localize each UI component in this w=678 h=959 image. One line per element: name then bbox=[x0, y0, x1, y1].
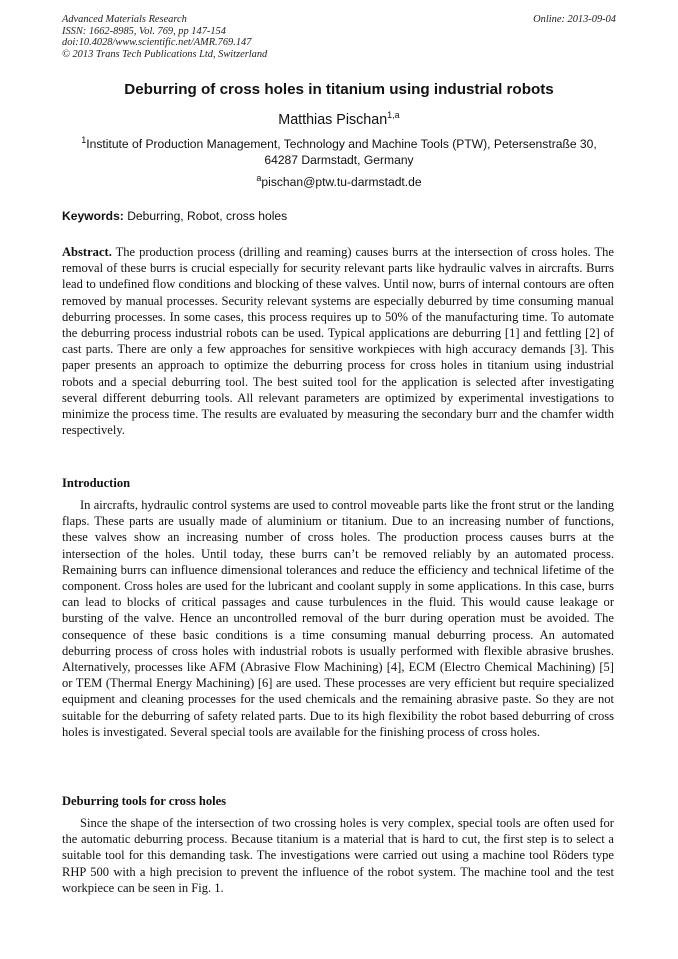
email-address: pischan@ptw.tu-darmstadt.de bbox=[261, 175, 422, 189]
journal-header bbox=[62, 14, 616, 60]
online-date: Online: 2013-09-04 bbox=[533, 14, 616, 25]
abstract bbox=[62, 244, 614, 438]
keywords-text: Deburring, Robot, cross holes bbox=[123, 209, 288, 223]
issn-line: ISSN: 1662-8985, Vol. 769, pp 147-154 bbox=[62, 25, 226, 37]
abstract-text: The production process (drilling and reaming) causes burrs at the intersection of cross holes. The removal of these burrs is crucial especially for security relevant parts like hydraulic valves in aircrafts. Burrs lead to undefined flow conditions and blocking of these valves. Until now, burrs of internal contours are often removed by manual processes. Security relevant systems are especially deburred by time consuming manual deburring processes. In some cases, this process requires up to 50% of the manufacturing time. To automate the deburring process industrial robots can be used. Typical applications are deburring [1] and fettling [2] of cast parts. There are only a few approaches for sensitive workpieces with high accuracy demands [3]. This paper presents an approach to optimize the deburring process for cross holes in titanium using industrial robots and a special deburring tool. The best suited tool for the application is selected after investigating several different deburring tools. All relevant parameters are optimized by experimental investigations to minimize the process time. The results are evaluated by measuring the secondary burr and the chamfer width respectively. bbox=[62, 245, 614, 438]
author-name: Matthias Pischan bbox=[278, 112, 388, 128]
journal-name: Advanced Materials Research bbox=[62, 14, 187, 25]
author-line bbox=[62, 111, 616, 129]
author-superscript: 1,a bbox=[387, 110, 400, 121]
copyright-line: © 2013 Trans Tech Publications Ltd, Switzerland bbox=[62, 48, 268, 60]
section-heading-introduction: Introduction bbox=[62, 476, 131, 490]
affiliation-superscript: 1 bbox=[81, 134, 87, 145]
paper-title: Deburring of cross holes in titanium using industrial robots bbox=[124, 81, 554, 98]
affiliation-text: Institute of Production Management, Technology and Machine Tools (PTW), Petersenstraße 30, 64287 Darmstadt, Germany bbox=[86, 137, 597, 168]
doi-line: doi:10.4028/www.scientific.net/AMR.769.147 bbox=[62, 37, 252, 49]
section-text-introduction: In aircrafts, hydraulic control systems are used to control moveable parts like the front strut or the landing flaps. These parts are usually made of aluminium or titanium. Due to an increasing number of functions, these valves show an increasing number of cross holes. The production process causes burrs at the intersection of the holes. Until today, these burrs can’t be removed reliably by an automated process. Remaining burrs can influence dimensional tolerances and reduce the efficiency and technical lifetime of the component. Cross holes are used for the lubricant and coolant supply in some applications. In this case, burrs can lead to blocks of critical passages and cause turbulences in the fluid. This would cause leakage or bursting of the valve. Hence an uncontrolled removal of the burr during operation must be avoided. The consequence of these basic conditions is a time consuming manual deburring process. An automated deburring process of cross holes with industrial robots is usually performed with flexible abrasive brushes. Alternatively, processes like AFM (Abrasive Flow Machining) [4], ECM (Electro Chemical Machining) [5] or TEM (Thermal Energy Machining) [6] are used. These processes are very efficient but require specialized equipment and cleaning processes for the used chemicals and the remaining abrasive paste. So they are not suitable for the deburring of safety related parts. Due to its high flexibility the robot based deburring of cross holes is investigated. Several special tools are available for the finishing process of cross holes. bbox=[62, 498, 614, 739]
author-email bbox=[62, 174, 616, 190]
keywords bbox=[62, 208, 616, 224]
keywords-label: Keywords: bbox=[62, 209, 124, 223]
email-superscript: a bbox=[256, 172, 262, 183]
section-text-deburring-tools: Since the shape of the intersection of two crossing holes is very complex, special tools are often used for the automatic deburring process. Because titanium is a material that is hard to cut, the first step is to select a suitable tool for this demanding task. The investigations were carried out using a machine tool Röders type RHP 500 with a high precision to prevent the influence of the robot system. The machine tool and the test workpiece can be seen in Fig. 1. bbox=[62, 816, 614, 895]
affiliation bbox=[68, 136, 610, 168]
abstract-label: Abstract. bbox=[62, 245, 112, 259]
section-heading-deburring-tools: Deburring tools for cross holes bbox=[62, 794, 227, 808]
